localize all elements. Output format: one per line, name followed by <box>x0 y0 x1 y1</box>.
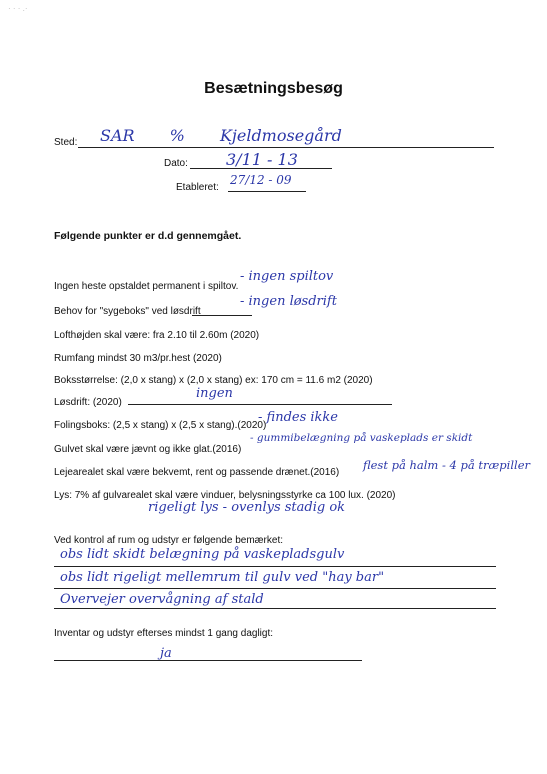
inventory-label: Inventar og udstyr efterses mindst 1 gang dagligt: <box>54 628 274 639</box>
check-label: Løsdrift: (2020) <box>54 397 122 408</box>
sted-line <box>78 147 494 148</box>
check-line <box>128 404 392 405</box>
remarks-line <box>54 588 496 589</box>
page-title: Besætningsbesøg <box>204 80 343 97</box>
check-label: Ingen heste opstaldet permanent i spiltov. <box>54 281 239 292</box>
remarks-label: Ved kontrol af rum og udstyr er følgende bemærket: <box>54 535 283 546</box>
scan-specks: · · · .· <box>8 4 28 13</box>
check-label: Lys: 7% af gulvarealet skal være vinduer, belysningsstyrke ca 100 lux. (2020) <box>54 490 396 501</box>
check-answer: flest på halm - 4 på træpiller <box>362 458 530 472</box>
etableret-line <box>228 191 306 192</box>
remarks-line <box>54 566 496 567</box>
dato-value: 3/11 - 13 <box>226 150 298 169</box>
inventory-answer: ja <box>160 646 172 661</box>
check-answer: - ingen spiltov <box>240 269 334 284</box>
dato-label: Dato: <box>164 158 188 169</box>
check-answer: - gummibelægning på vaskeplads er skidt <box>250 432 473 444</box>
check-label: Folingsboks: (2,5 x stang) x (2,5 x stang).(2020) <box>54 420 267 431</box>
sted-label: Sted: <box>54 137 78 148</box>
check-label: Gulvet skal være jævnt og ikke glat.(2016) <box>54 444 242 455</box>
etableret-value: 27/12 - 09 <box>230 173 292 187</box>
check-label: Lofthøjden skal være: fra 2.10 til 2.60m (2020) <box>54 330 260 341</box>
check-answer: ingen <box>196 386 233 401</box>
check-label: Rumfang mindst 30 m3/pr.hest (2020) <box>54 353 222 364</box>
check-label: Boksstørrelse: (2,0 x stang) x (2,0 x stang) ex: 170 cm = 11.6 m2 (2020) <box>54 375 373 386</box>
check-label: Behov for "sygeboks" ved løsdrift <box>54 306 201 317</box>
remark-line: obs lidt skidt belægning på vaskepladsgulv <box>60 547 345 562</box>
check-label: Lejearealet skal være bekvemt, rent og passende drænet.(2016) <box>54 467 340 478</box>
inventory-line <box>54 660 362 661</box>
check-answer: - ingen løsdrift <box>240 294 337 309</box>
remark-line: obs lidt rigeligt mellemrum til gulv ved "hay bar" <box>60 570 385 585</box>
check-line <box>192 315 252 316</box>
etableret-label: Etableret: <box>176 182 219 193</box>
check-answer: - findes ikke <box>258 410 338 425</box>
section-heading: Følgende punkter er d.d gennemgået. <box>54 230 242 242</box>
remark-line: Overvejer overvågning af stald <box>60 592 264 607</box>
check-answer: rigeligt lys - ovenlys stadig ok <box>148 500 346 515</box>
sted-value: SAR % Kjeldmosegård <box>100 126 342 145</box>
remarks-line <box>54 608 496 609</box>
